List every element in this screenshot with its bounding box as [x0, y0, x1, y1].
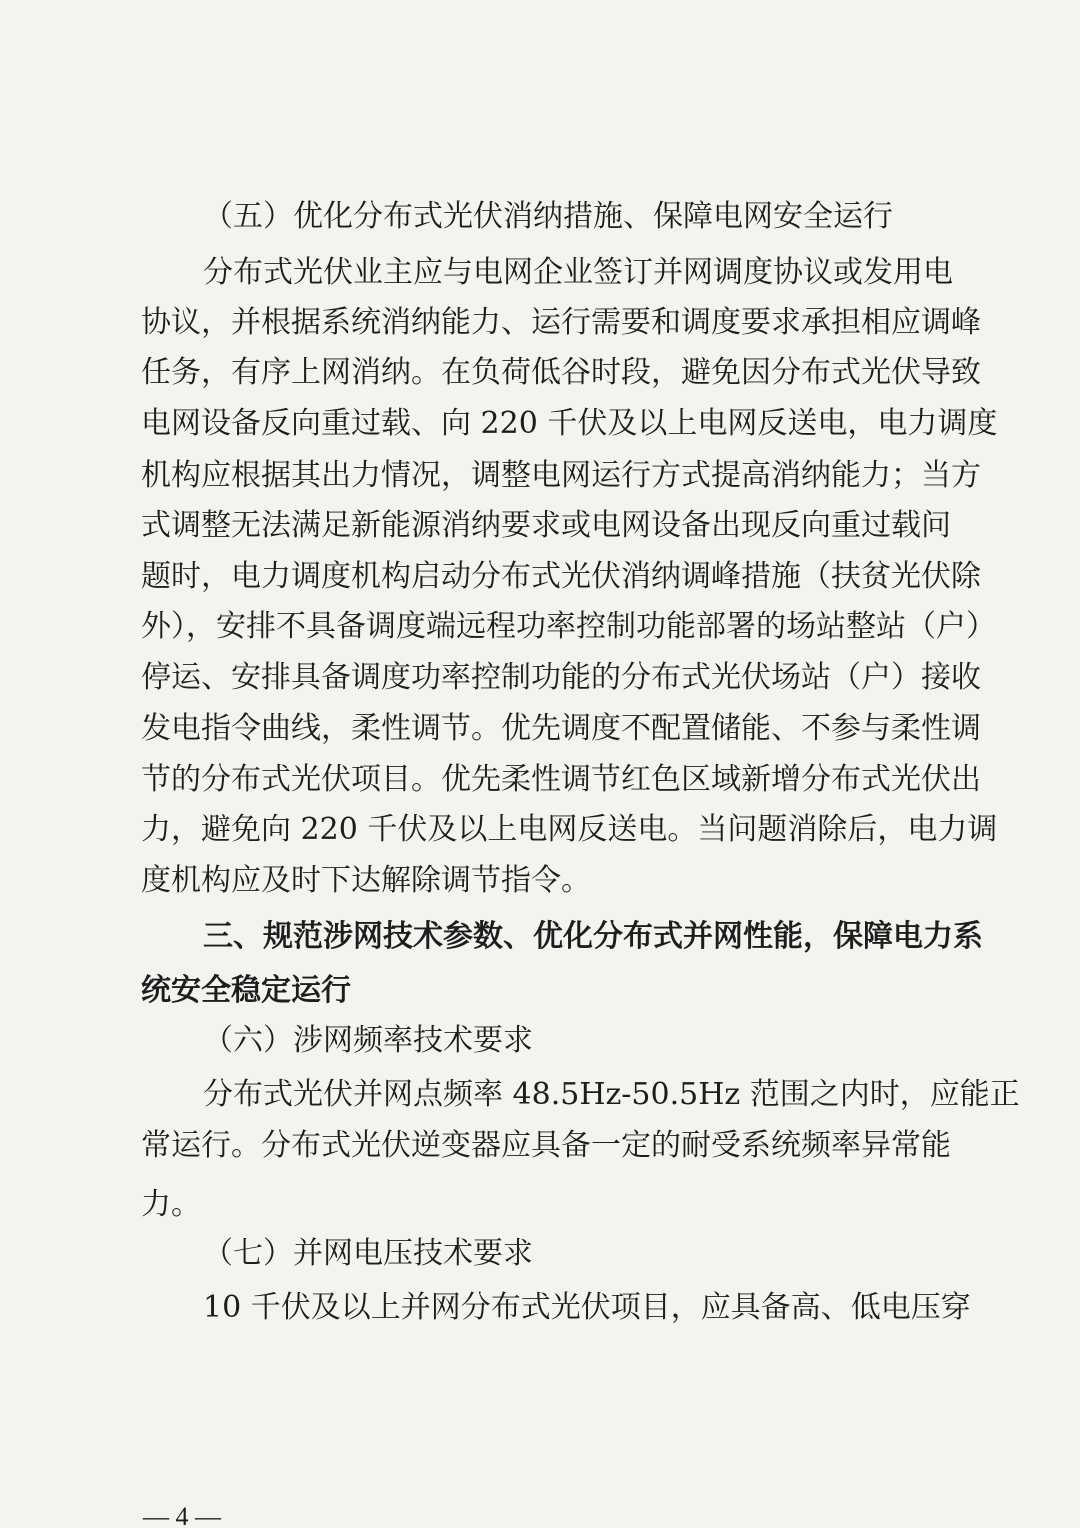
paragraph-line: 分布式光伏并网点频率 48.5Hz-50.5Hz 范围之内时，应能正 [203, 1077, 1020, 1112]
paragraph-line: 发电指令曲线，柔性调节。优先调度不配置储能、不参与柔性调 [141, 711, 981, 746]
section-6-heading: （六）涉网频率技术要求 [203, 1023, 533, 1058]
paragraph-line: 力。 [141, 1187, 201, 1222]
paragraph-line: 节的分布式光伏项目。优先柔性调节红色区域新增分布式光伏出 [141, 762, 981, 797]
paragraph-line: 力，避免向 220 千伏及以上电网反送电。当问题消除后，电力调 [141, 812, 998, 847]
paragraph-line: 10 千伏及以上并网分布式光伏项目，应具备高、低电压穿 [203, 1290, 971, 1325]
paragraph-line: 常运行。分布式光伏逆变器应具备一定的耐受系统频率异常能 [141, 1128, 951, 1163]
page-number: — 4 — [143, 1502, 221, 1528]
section-7-heading: （七）并网电压技术要求 [203, 1236, 533, 1271]
section-3-heading: 统安全稳定运行 [141, 973, 351, 1008]
paragraph-line: 机构应根据其出力情况，调整电网运行方式提高消纳能力；当方 [141, 458, 981, 493]
paragraph-line: 协议，并根据系统消纳能力、运行需要和调度要求承担相应调峰 [141, 305, 981, 340]
section-5-heading: （五）优化分布式光伏消纳措施、保障电网安全运行 [203, 199, 893, 234]
paragraph-line: 分布式光伏业主应与电网企业签订并网调度协议或发用电 [203, 255, 953, 290]
paragraph-line: 度机构应及时下达解除调节指令。 [141, 863, 591, 898]
section-3-heading: 三、规范涉网技术参数、优化分布式并网性能，保障电力系 [203, 919, 983, 954]
paragraph-line: 停运、安排具备调度功率控制功能的分布式光伏场站（户）接收 [141, 660, 981, 695]
paragraph-line: 题时，电力调度机构启动分布式光伏消纳调峰措施（扶贫光伏除 [141, 559, 981, 594]
paragraph-line: 式调整无法满足新能源消纳要求或电网设备出现反向重过载问 [141, 508, 951, 543]
paragraph-line: 任务，有序上网消纳。在负荷低谷时段，避免因分布式光伏导致 [141, 355, 981, 390]
paragraph-line: 电网设备反向重过载、向 220 千伏及以上电网反送电，电力调度 [141, 406, 998, 441]
paragraph-line: 外），安排不具备调度端远程功率控制功能部署的场站整站（户） [141, 609, 996, 644]
